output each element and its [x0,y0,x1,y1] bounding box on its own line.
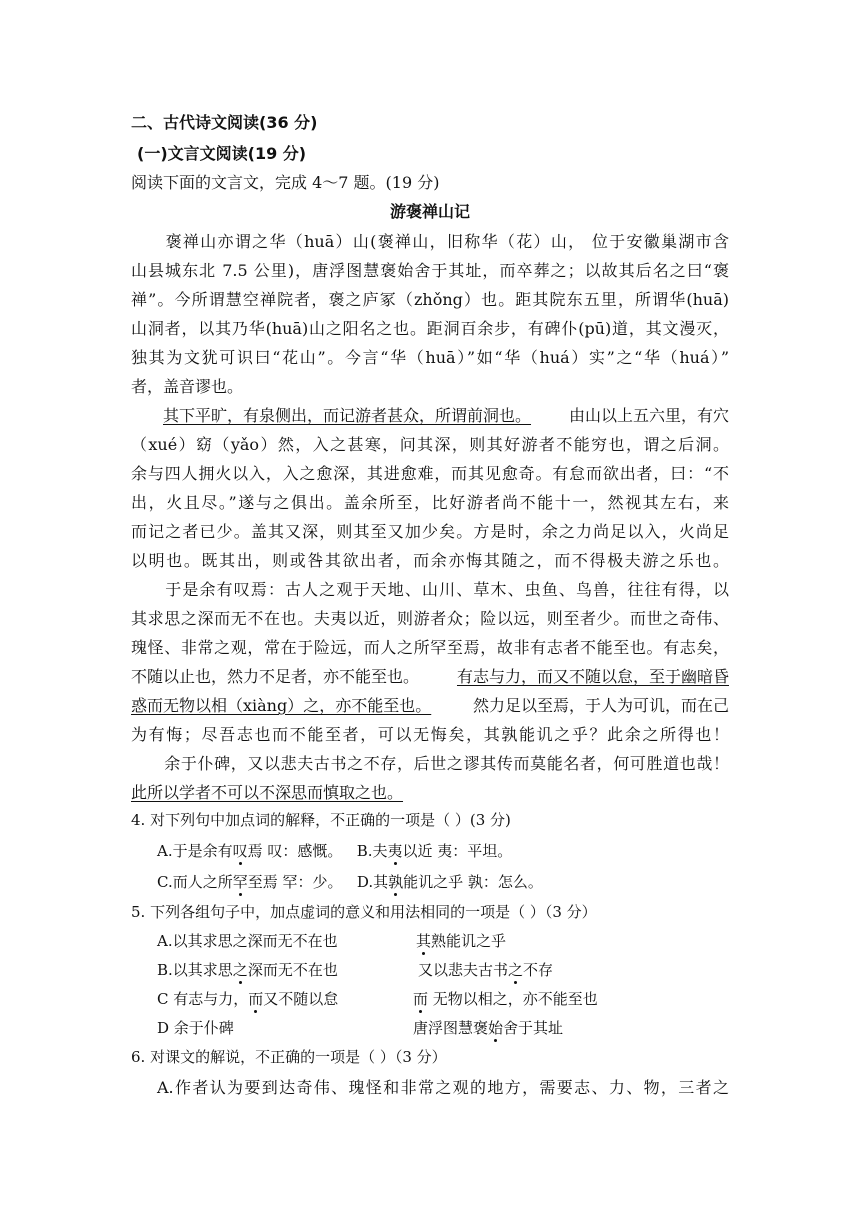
passage-line: 褒禅山亦谓之华（huā）山(褒禅山，旧称华（花）山， 位于安徽巢湖市含 [131,232,729,251]
section-heading: 二、古代诗文阅读(36 分) [131,113,318,132]
option-d-pair: 唐浮图慧褒始舍于其址 [413,1019,564,1037]
passage-line: 余于仆碑，又以悲夫古书之不存，后世之谬其传而莫能名者，何可胜道也哉！ [131,754,729,773]
passage-line: 余与四人拥火以入，入之愈深，其进愈难，而其见愈奇。有怠而欲出者，曰：“不 [131,464,729,483]
passage-line: 山县城东北 7.5 公里)，唐浮图慧褒始舍于其址，而卒葬之；以故其后名之曰“褒 [131,261,729,280]
passage-line: （xué）窈（yǎo）然，入之甚寒，问其深，则其好游者不能穷也，谓之后洞。 [131,435,729,454]
passage-line: 于是余有叹焉：古人之观于天地、山川、草木、虫鱼、鸟兽，往往有得，以 [131,580,729,599]
passage-line: 为有悔；尽吾志也而不能至者，可以无悔矣，其孰能讥之乎？此余之所得也！ [131,725,729,744]
question-4-stem: 4. 对下列句中加点词的解释，不正确的一项是（ ）(3 分) [131,811,511,829]
option-b-pair: 又以悲夫古书之不存 [418,961,554,979]
question-5-stem: 5. 下列各组句子中，加点虚词的意义和用法相同的一项是（ ）（3 分） [131,903,597,921]
option-d[interactable]: D 余于仆碑 [157,1019,234,1037]
question-4-options-cd [157,871,543,892]
passage-line: 以明也。既其出，则或咎其欲出者，而余亦悔其随之，而不得极夫游之乐也。 [131,551,729,570]
dotted-word: 而 [248,990,264,1008]
passage-line: 者，盖音谬也。 [131,377,244,396]
dotted-word: 孰 [388,873,404,891]
question-6-stem: 6. 对课文的解说，不正确的一项是（ ）（3 分） [131,1048,447,1066]
dotted-word: 而 [413,990,429,1008]
option-a[interactable]: A.于是余有叹焉 叹：感慨。 [157,842,343,860]
passage-text: 然力足以至焉，于人为可讥，而在己 [472,696,729,715]
passage-line: 而记之者已少。盖其又深，则其至又加少矣。方是时，余之力尚足以入，火尚足 [131,522,729,541]
passage-line [131,664,729,687]
dotted-word: 叹 [232,842,248,860]
dotted-word: 夷 [387,842,403,860]
passage-text: 不随以止也，然力不足者，亦不能至也。 [131,667,420,686]
passage-text: 由山以上五六里，有穴 [568,406,729,425]
option-a[interactable]: A.作者认为要到达奇伟、瑰怪和非常之观的地方，需要志、力、物，三者之 [157,1078,729,1097]
instruction: 阅读下面的文言文，完成 4～7 题。(19 分) [131,173,440,192]
option-b[interactable]: B.夫夷以近 夷：平坦。 [356,842,513,860]
option-b[interactable]: B.以其求思之深而无不在也 [157,961,338,979]
question-4-options-ab [157,840,512,861]
passage-title: 游褒禅山记 [389,202,470,221]
option-c-pair: 而 无物以相之，亦不能至也 [413,990,598,1008]
underlined-sentence: 其下平旷，有泉侧出，而记游者甚众，所谓前洞也。 [163,406,532,425]
option-a-pair: 其熟能讥之乎 [416,932,507,950]
passage-line: 出，火且尽。”遂与之俱出。盖余所至，比好游者尚不能十一，然视其左右，来 [131,493,729,512]
underlined-sentence: 有志与力，而又不随以怠，至于幽暗昏 [456,667,729,686]
passage-line: 独其为文犹可识曰“花山”。今言“华（huā）”如“华（huá）实”之“华（huá）” [131,348,729,367]
option-c[interactable]: C.而人之所罕至焉 罕：少。 [157,873,343,891]
passage-line [163,403,729,426]
dotted-word: 其 [416,932,432,950]
dotted-word: 始 [488,1019,504,1037]
passage-line: 瑰怪、非常之观，常在于险远，而人之所罕至焉，故非有志者不能至也。有志矣， [131,638,729,657]
subsection-heading: (一)文言文阅读(19 分) [137,144,307,163]
option-c[interactable]: C 有志与力，而又不随以怠 [157,990,339,1008]
underlined-sentence: 惑而无物以相（xiàng）之，亦不能至也。 [131,696,432,715]
passage-line: 其求思之深而无不在也。夫夷以近，则游者众；险以远，则至者少。而世之奇伟、 [131,609,729,628]
dotted-word: 之 [232,961,248,979]
dotted-word: 之 [508,961,524,979]
passage-line: 山洞者，以其乃华(huā)山之阳名之也。距洞百余步，有碑仆(pū)道，其文漫灭， [131,319,729,338]
dotted-word: 罕 [232,873,248,891]
option-d[interactable]: D.其孰能讥之乎 孰：怎么。 [356,873,543,891]
option-a[interactable]: A.以其求思之深而无不在也 [157,932,338,950]
underlined-sentence: 此所以学者不可以不深思而慎取之也。 [131,783,404,802]
passage-line: 禅”。今所谓慧空禅院者，褒之庐冢（zhǒng）也。距其院东五里，所谓华(huā) [131,290,729,309]
passage-line [131,693,729,716]
